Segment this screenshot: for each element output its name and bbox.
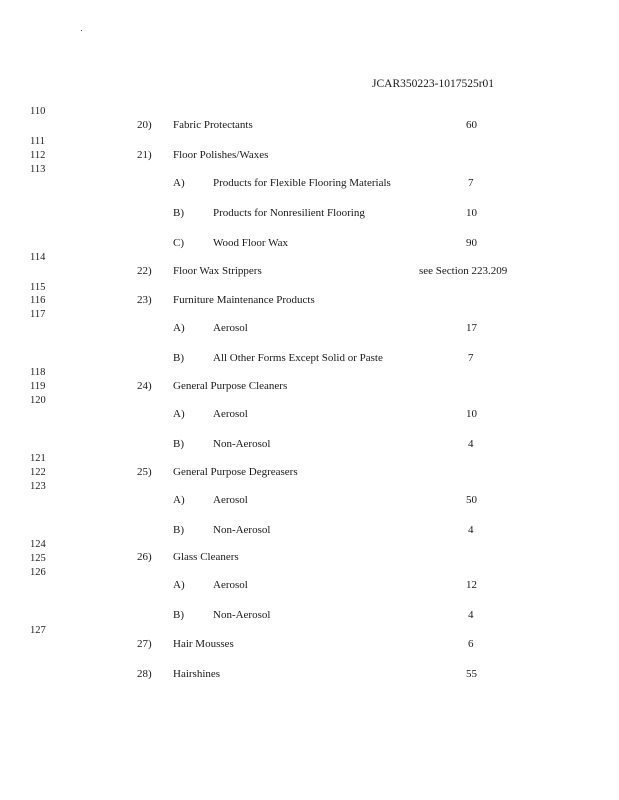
item-value: 55 [466, 668, 477, 680]
item-number: 25) [137, 466, 152, 478]
item-number: 20) [137, 119, 152, 131]
subitem-label: Non-Aerosol [213, 524, 271, 536]
item-number: 26) [137, 551, 152, 563]
item-number: 21) [137, 149, 152, 161]
subitem-letter: B) [173, 609, 184, 621]
subitem-value: 17 [466, 322, 477, 334]
line-number: 118 [30, 367, 46, 378]
subitem-label: Wood Floor Wax [213, 237, 289, 249]
subitem-label: Products for Flexible Flooring Materials [213, 177, 391, 189]
subitem-label: Non-Aerosol [213, 609, 271, 621]
subitem-letter: B) [173, 352, 184, 364]
line-number: 126 [30, 567, 46, 578]
subitem-letter: A) [173, 408, 185, 420]
item-number: 28) [137, 668, 152, 680]
line-number: 125 [30, 553, 46, 564]
subitem-letter: B) [173, 438, 184, 450]
subitem-label: Non-Aerosol [213, 438, 271, 450]
item-number: 24) [137, 380, 152, 392]
line-number: 124 [30, 539, 46, 550]
scan-speck [81, 30, 82, 31]
item-number: 27) [137, 638, 152, 650]
line-number: 116 [30, 295, 46, 306]
line-number: 117 [30, 309, 46, 320]
subitem-value: 12 [466, 579, 477, 591]
subitem-value: 7 [468, 177, 474, 189]
subitem-label: Products for Nonresilient Flooring [213, 207, 365, 219]
subitem-value: 4 [468, 609, 474, 621]
line-number: 112 [30, 150, 46, 161]
subitem-value: 4 [468, 438, 474, 450]
subitem-value: 90 [466, 237, 477, 249]
line-number: 120 [30, 395, 46, 406]
subitem-letter: A) [173, 494, 185, 506]
subitem-label: Aerosol [213, 579, 248, 591]
line-number: 111 [30, 136, 45, 147]
line-number: 123 [30, 481, 46, 492]
subitem-label: Aerosol [213, 408, 248, 420]
document-id: JCAR350223-1017525r01 [372, 78, 495, 90]
item-value: see Section 223.209 [419, 265, 508, 277]
item-label: Furniture Maintenance Products [173, 294, 315, 306]
subitem-value: 10 [466, 207, 477, 219]
subitem-label: All Other Forms Except Solid or Paste [213, 352, 383, 364]
subitem-value: 7 [468, 352, 474, 364]
item-value: 6 [468, 638, 474, 650]
item-label: Hair Mousses [173, 638, 234, 650]
item-number: 22) [137, 265, 152, 277]
subitem-letter: B) [173, 524, 184, 536]
item-value: 60 [466, 119, 477, 131]
line-number: 113 [30, 164, 46, 175]
subitem-label: Aerosol [213, 494, 248, 506]
item-label: Fabric Protectants [173, 119, 253, 131]
item-label: General Purpose Cleaners [173, 380, 288, 392]
line-number: 127 [30, 625, 46, 636]
subitem-letter: A) [173, 177, 185, 189]
item-label: General Purpose Degreasers [173, 466, 298, 478]
subitem-letter: B) [173, 207, 184, 219]
line-number: 114 [30, 252, 46, 263]
item-label: Floor Polishes/Waxes [173, 149, 269, 161]
line-number: 119 [30, 381, 46, 392]
item-label: Floor Wax Strippers [173, 265, 262, 277]
subitem-value: 50 [466, 494, 477, 506]
item-number: 23) [137, 294, 152, 306]
line-number: 122 [30, 467, 46, 478]
subitem-letter: C) [173, 237, 184, 249]
subitem-value: 10 [466, 408, 477, 420]
subitem-letter: A) [173, 579, 185, 591]
line-number: 115 [30, 282, 46, 293]
subitem-label: Aerosol [213, 322, 248, 334]
item-label: Glass Cleaners [173, 551, 239, 563]
item-label: Hairshines [173, 668, 221, 680]
line-number: 110 [30, 106, 46, 117]
subitem-value: 4 [468, 524, 474, 536]
subitem-letter: A) [173, 322, 185, 334]
line-number: 121 [30, 453, 46, 464]
